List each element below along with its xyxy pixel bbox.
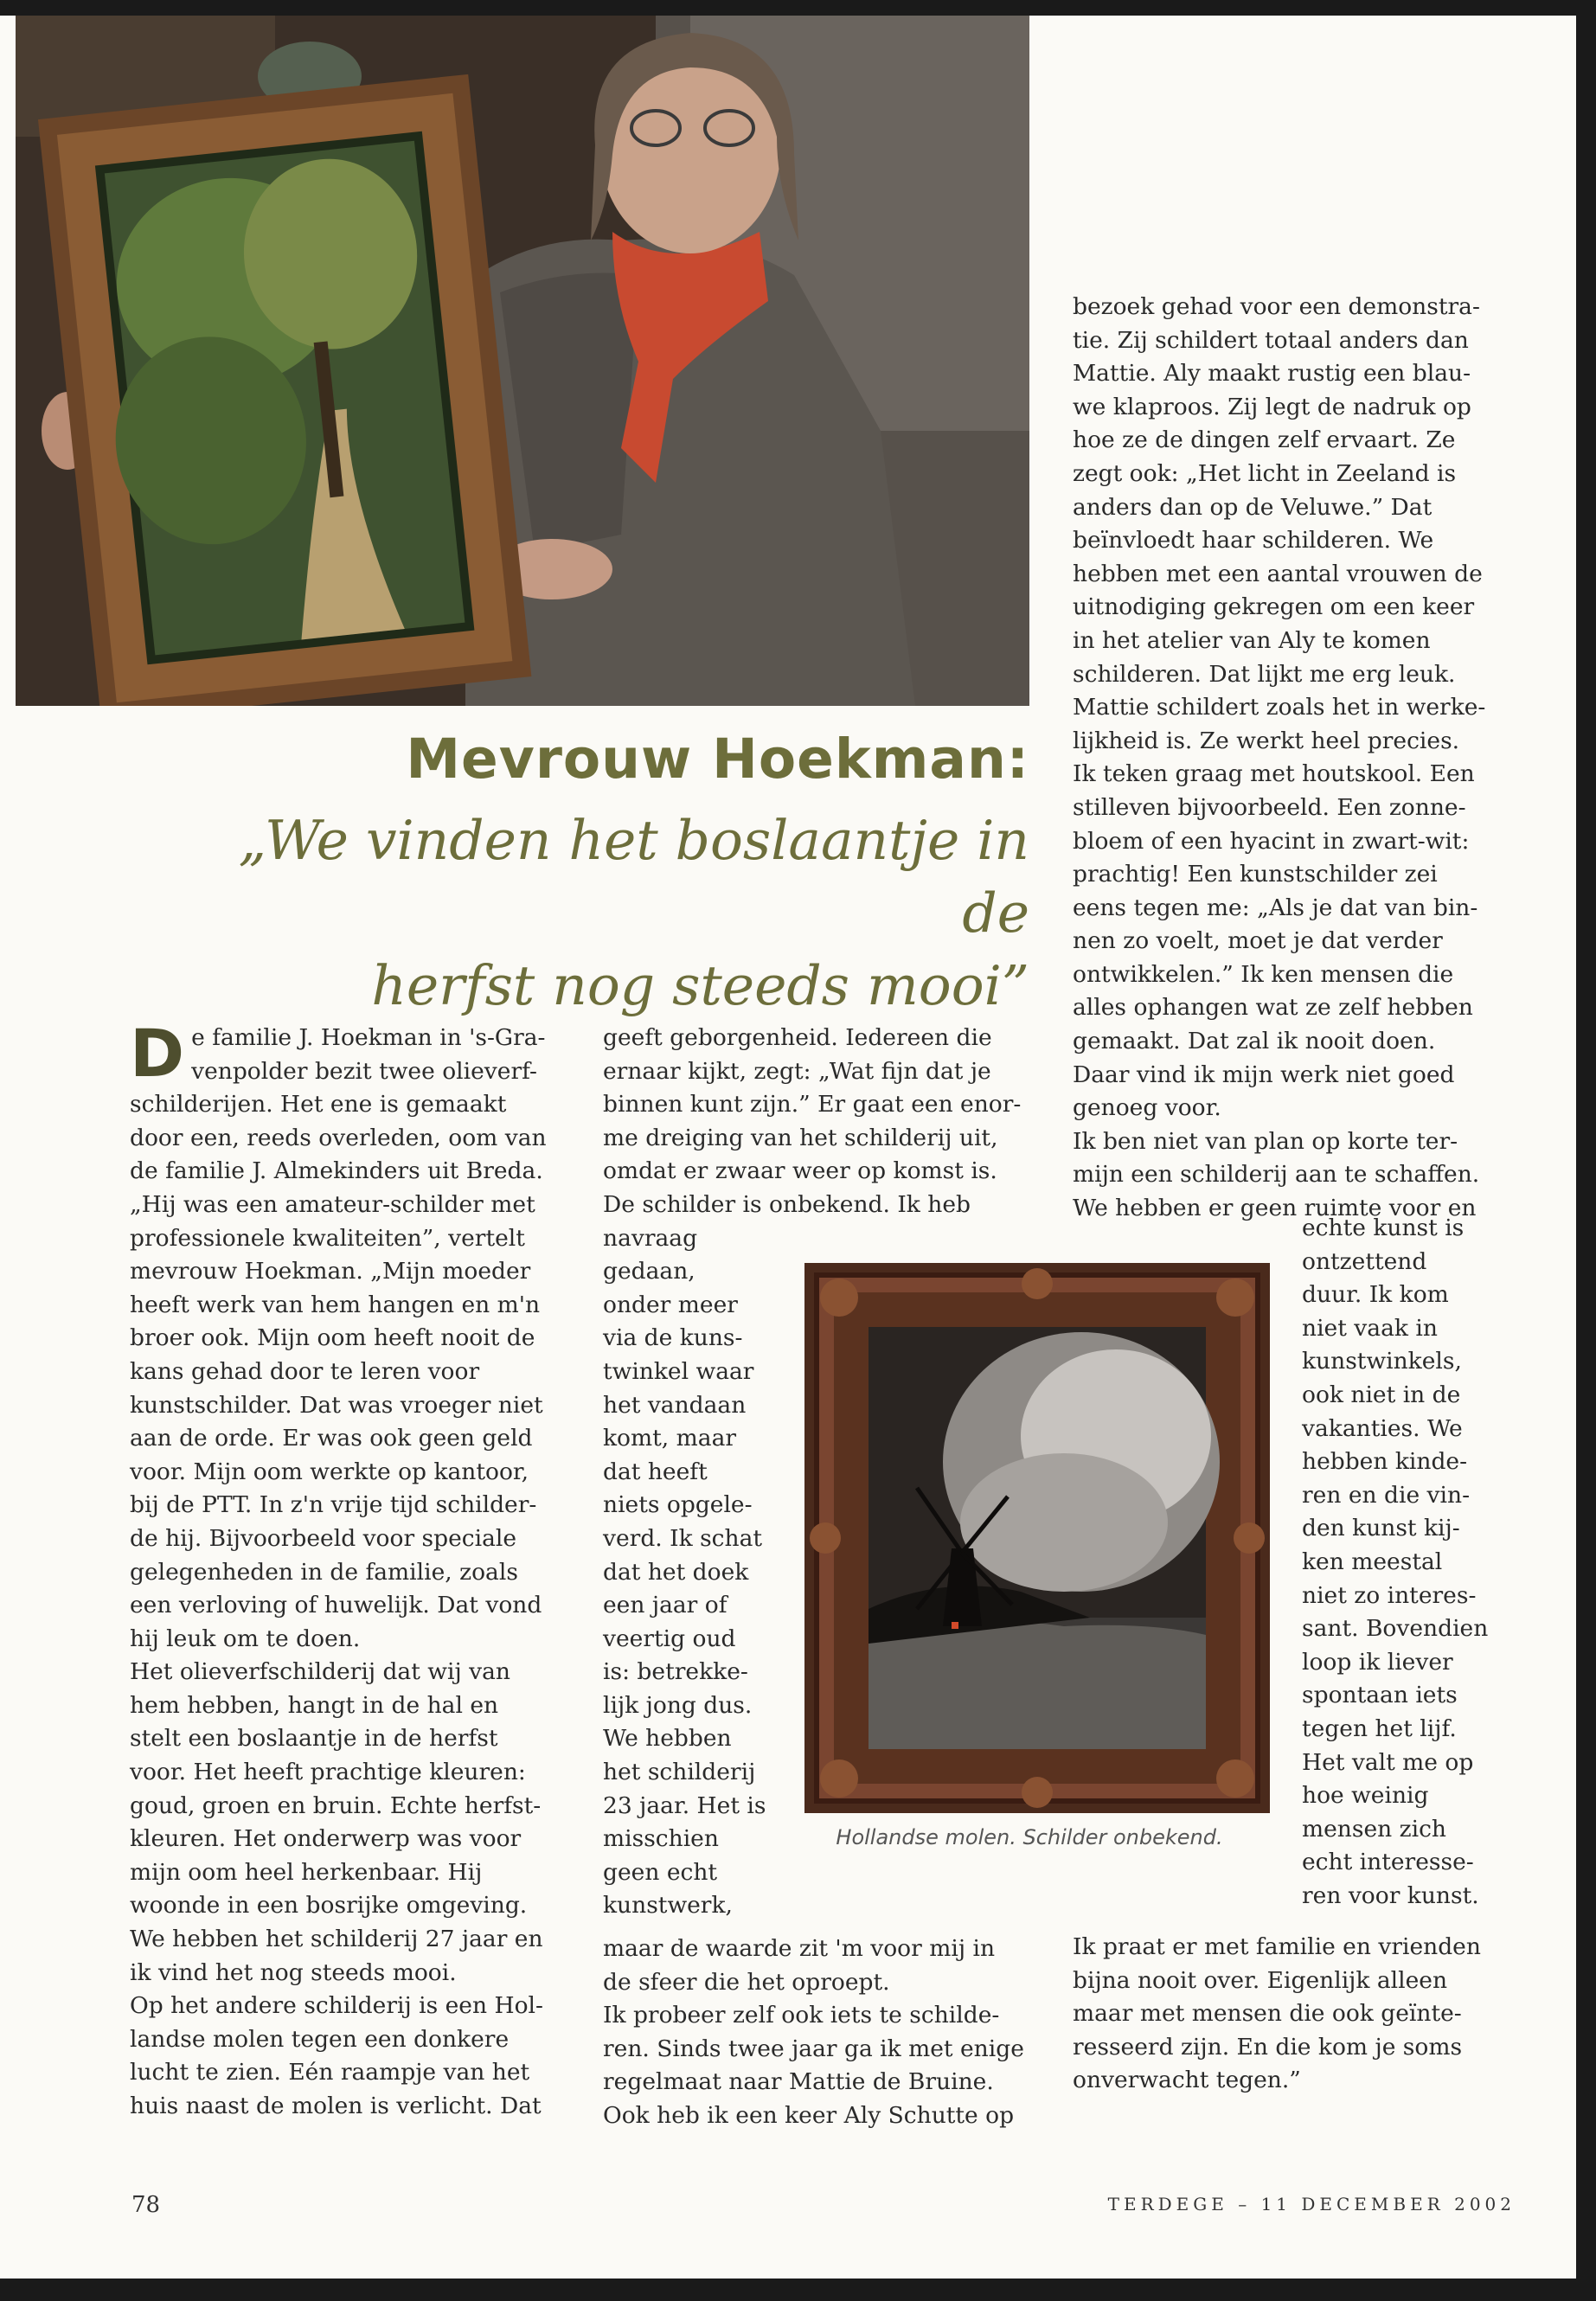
text-line: echt interesse- bbox=[1302, 1849, 1474, 1876]
text-line: ontzettend bbox=[1302, 1247, 1427, 1275]
drop-cap: D bbox=[130, 1015, 185, 1092]
text-line: regelmaat naar Mattie de Bruine. bbox=[603, 2068, 994, 2096]
text-line: „Hij was een amateur-schilder met bbox=[130, 1190, 535, 1218]
text-line: hebben kinde- bbox=[1302, 1448, 1468, 1476]
text-line: alles ophangen wat ze zelf hebben bbox=[1073, 994, 1473, 1022]
text-line: We hebben er geen ruimte voor en bbox=[1073, 1195, 1477, 1222]
text-line: de familie J. Almekinders uit Breda. bbox=[130, 1157, 543, 1185]
text-line: heeft werk van hem hangen en m'n bbox=[130, 1291, 541, 1318]
text-line: maar met mensen die ook geïnte- bbox=[1073, 2000, 1462, 2028]
text-line: genoeg voor. bbox=[1073, 1094, 1221, 1122]
text-line: ren voor kunst. bbox=[1302, 1881, 1479, 1909]
subtitle-line: herfst nog steeds mooi” bbox=[371, 954, 1029, 1017]
text-line: binnen kunt zijn.” Er gaat een enor- bbox=[603, 1091, 1022, 1118]
text-line: schilderijen. Het ene is gemaakt bbox=[130, 1091, 507, 1118]
text-line: verd. Ik schat bbox=[603, 1524, 763, 1552]
text-line: voor. Het heeft prachtige kleuren: bbox=[130, 1759, 526, 1786]
text-line: mensen zich bbox=[1302, 1815, 1446, 1843]
text-line: dat het doek bbox=[603, 1558, 749, 1586]
text-line: mevrouw Hoekman. „Mijn moeder bbox=[130, 1258, 531, 1285]
text-line: voor. Mijn oom werkte op kantoor, bbox=[130, 1458, 529, 1485]
text-line: loop ik liever bbox=[1302, 1648, 1453, 1676]
text-line: Het valt me op bbox=[1302, 1748, 1474, 1776]
text-line: Daar vind ik mijn werk niet goed bbox=[1073, 1061, 1455, 1088]
text-line: spontaan iets bbox=[1302, 1682, 1458, 1709]
text-line: We hebben bbox=[603, 1725, 732, 1753]
text-line: in het atelier van Aly te komen bbox=[1073, 626, 1431, 654]
text-line: e familie J. Hoekman in 's-Gra- bbox=[191, 1024, 546, 1051]
text-line: Ik probeer zelf ook iets te schilde- bbox=[603, 2002, 1000, 2029]
text-line: ernaar kijkt, zegt: „Wat fijn dat je bbox=[603, 1057, 991, 1085]
text-line: de hij. Bijvoorbeeld voor speciale bbox=[130, 1524, 517, 1552]
text-line: huis naast de molen is verlicht. Dat bbox=[130, 2093, 542, 2119]
text-line: echte kunst is bbox=[1302, 1215, 1465, 1241]
text-line: lijk jong dus. bbox=[603, 1691, 753, 1719]
text-line: ik vind het nog steeds mooi. bbox=[130, 1958, 457, 1986]
text-line: niet zo interes- bbox=[1302, 1581, 1477, 1609]
text-line: ken meestal bbox=[1302, 1548, 1443, 1575]
text-line: den kunst kij- bbox=[1302, 1515, 1460, 1542]
publication-footer: TERDEGE – 11 DECEMBER 2002 bbox=[1107, 2194, 1516, 2214]
text-line: Ik teken graag met houtskool. Een bbox=[1073, 760, 1475, 788]
text-line: Ik ben niet van plan op korte ter- bbox=[1073, 1127, 1458, 1155]
text-line: schilderen. Dat lijkt me erg leuk. bbox=[1073, 660, 1456, 688]
text-line: Op het andere schilderij is een Hol- bbox=[130, 1992, 543, 2020]
text-line: lucht te zien. Eén raampje van het bbox=[130, 2059, 530, 2086]
text-line: beïnvloedt haar schilderen. We bbox=[1073, 527, 1434, 554]
text-line: Ook heb ik een keer Aly Schutte op bbox=[603, 2101, 1015, 2129]
text-line: gedaan, bbox=[603, 1258, 695, 1285]
text-line: tegen het lijf. bbox=[1302, 1715, 1457, 1742]
text-line: nen zo voelt, moet je dat verder bbox=[1073, 927, 1443, 955]
text-line: is: betrekke- bbox=[603, 1658, 748, 1686]
text-line: 23 jaar. Het is bbox=[603, 1791, 766, 1819]
text-column-3-narrow bbox=[1302, 1212, 1527, 1913]
text-line: geeft geborgenheid. Iedereen die bbox=[603, 1024, 992, 1051]
text-line: zegt ook: „Het licht in Zeeland is bbox=[1073, 459, 1457, 487]
text-line: De schilder is onbekend. Ik heb bbox=[603, 1190, 971, 1218]
text-line: eens tegen me: „Als je dat van bin- bbox=[1073, 894, 1478, 921]
text-line: hoe ze de dingen zelf ervaart. Ze bbox=[1073, 426, 1456, 454]
text-line: navraag bbox=[603, 1224, 698, 1252]
text-line: landse molen tegen een donkere bbox=[130, 2025, 510, 2053]
text-line: komt, maar bbox=[603, 1425, 737, 1452]
photo-woman-with-painting-illustration bbox=[16, 16, 1029, 706]
text-line: bij de PTT. In z'n vrije tijd schilder- bbox=[130, 1491, 537, 1519]
text-line: onder meer bbox=[603, 1291, 738, 1318]
text-line: ren. Sinds twee jaar ga ik met enige bbox=[603, 2035, 1024, 2062]
text-line: goud, groen en bruin. Echte herfst- bbox=[130, 1791, 542, 1819]
text-line: misschien bbox=[603, 1825, 719, 1853]
text-line: maar de waarde zit 'm voor mij in bbox=[603, 1935, 996, 1962]
windmill-painting bbox=[804, 1263, 1270, 1813]
article-header bbox=[164, 725, 1029, 1022]
text-line: dat heeft bbox=[603, 1458, 708, 1485]
text-line: ren en die vin- bbox=[1302, 1481, 1471, 1509]
article-title: Mevrouw Hoekman: bbox=[406, 727, 1029, 791]
text-line: bijna nooit over. Eigenlijk alleen bbox=[1073, 1966, 1448, 1994]
text-line: aan de orde. Er was ook geen geld bbox=[130, 1425, 533, 1452]
text-line: bloem of een hyacint in zwart-wit: bbox=[1073, 827, 1470, 855]
text-line: het vandaan bbox=[603, 1391, 747, 1419]
text-line: Mattie schildert zoals het in werke- bbox=[1073, 694, 1486, 721]
text-line: kunstschilder. Dat was vroeger niet bbox=[130, 1391, 543, 1419]
text-line: venpolder bezit twee olieverf- bbox=[191, 1057, 537, 1085]
text-column-1 bbox=[130, 1015, 558, 2124]
text-line: stilleven bijvoorbeeld. Een zonne- bbox=[1073, 793, 1466, 821]
text-line: lijkheid is. Ze werkt heel precies. bbox=[1073, 727, 1460, 754]
text-line: sant. Bovendien bbox=[1302, 1615, 1489, 1643]
text-line: een verloving of huwelijk. Dat vond bbox=[130, 1592, 542, 1619]
text-line: de sfeer die het oproept. bbox=[603, 1968, 890, 1996]
text-line: kunstwinkels, bbox=[1302, 1348, 1462, 1375]
text-line: woonde in een bosrijke omgeving. bbox=[130, 1892, 528, 1920]
text-line: broer ook. Mijn oom heeft nooit de bbox=[130, 1324, 535, 1352]
text-line: hem hebben, hangt in de hal en bbox=[130, 1691, 499, 1719]
text-line: gemaakt. Dat zal ik nooit doen. bbox=[1073, 1028, 1436, 1055]
text-line: kleuren. Het onderwerp was voor bbox=[130, 1825, 522, 1853]
text-line: resseerd zijn. En die kom je soms bbox=[1073, 2033, 1463, 2061]
text-line: hij leuk om te doen. bbox=[130, 1625, 361, 1652]
text-line: We hebben het schilderij 27 jaar en bbox=[130, 1926, 543, 1953]
text-column-2-continued bbox=[603, 1932, 1035, 2133]
text-line: twinkel waar bbox=[603, 1357, 754, 1385]
text-line: mijn een schilderij aan te schaffen. bbox=[1073, 1161, 1480, 1189]
text-line: Ik praat er met familie en vrienden bbox=[1073, 1933, 1481, 1960]
text-line: niet vaak in bbox=[1302, 1314, 1438, 1342]
text-line: hebben met een aantal vrouwen de bbox=[1073, 560, 1483, 587]
text-line: hoe weinig bbox=[1302, 1782, 1429, 1810]
text-line: anders dan op de Veluwe.” Dat bbox=[1073, 493, 1433, 521]
text-line: ook niet in de bbox=[1302, 1381, 1461, 1408]
windmill-painting-illustration bbox=[804, 1263, 1270, 1813]
text-line: vakanties. We bbox=[1302, 1414, 1463, 1442]
text-line: duur. Ik kom bbox=[1302, 1281, 1449, 1309]
page-number: 78 bbox=[131, 2192, 161, 2218]
text-line: gelegenheden in de familie, zoals bbox=[130, 1558, 518, 1586]
text-line: geen echt bbox=[603, 1858, 718, 1886]
text-line: door een, reeds overleden, oom van bbox=[130, 1124, 547, 1151]
text-line: het schilderij bbox=[603, 1759, 756, 1786]
text-line: professionele kwaliteiten”, vertelt bbox=[130, 1224, 525, 1252]
text-line: onverwacht tegen.” bbox=[1073, 2067, 1301, 2094]
text-column-3-continued bbox=[1073, 1931, 1518, 2098]
text-line: we klaproos. Zij legt de nadruk op bbox=[1073, 393, 1471, 420]
text-line: prachtig! Een kunstschilder zei bbox=[1073, 861, 1438, 888]
text-line: stelt een boslaantje in de herfst bbox=[130, 1725, 498, 1753]
text-column-3 bbox=[1073, 291, 1518, 1226]
text-line: kunstwerk, bbox=[603, 1892, 733, 1920]
text-line: ontwikkelen.” Ik ken mensen die bbox=[1073, 960, 1454, 988]
subtitle-line: „We vinden het boslaantje in de bbox=[238, 809, 1029, 945]
text-line: niets opgele- bbox=[603, 1491, 753, 1519]
text-line: via de kuns- bbox=[603, 1324, 743, 1352]
text-line: omdat er zwaar weer op komst is. bbox=[603, 1157, 997, 1185]
text-line: uitnodiging gekregen om een keer bbox=[1073, 593, 1475, 621]
text-line: tie. Zij schildert totaal anders dan bbox=[1073, 326, 1469, 354]
text-line: me dreiging van het schilderij uit, bbox=[603, 1124, 998, 1151]
text-line: mijn oom heel herkenbaar. Hij bbox=[130, 1858, 483, 1886]
photo-woman-with-painting bbox=[16, 16, 1029, 706]
text-line: Het olieverfschilderij dat wij van bbox=[130, 1658, 510, 1686]
text-line: kans gehad door te leren voor bbox=[130, 1357, 480, 1385]
painting-caption: Hollandse molen. Schilder onbekend. bbox=[836, 1825, 1223, 1849]
magazine-page bbox=[0, 16, 1576, 2279]
text-line: bezoek gehad voor een demonstra- bbox=[1073, 293, 1480, 320]
text-line: Mattie. Aly maakt rustig een blau- bbox=[1073, 360, 1471, 388]
article-subtitle bbox=[164, 804, 1029, 1022]
text-line: een jaar of bbox=[603, 1592, 727, 1619]
text-line: veertig oud bbox=[603, 1625, 736, 1652]
